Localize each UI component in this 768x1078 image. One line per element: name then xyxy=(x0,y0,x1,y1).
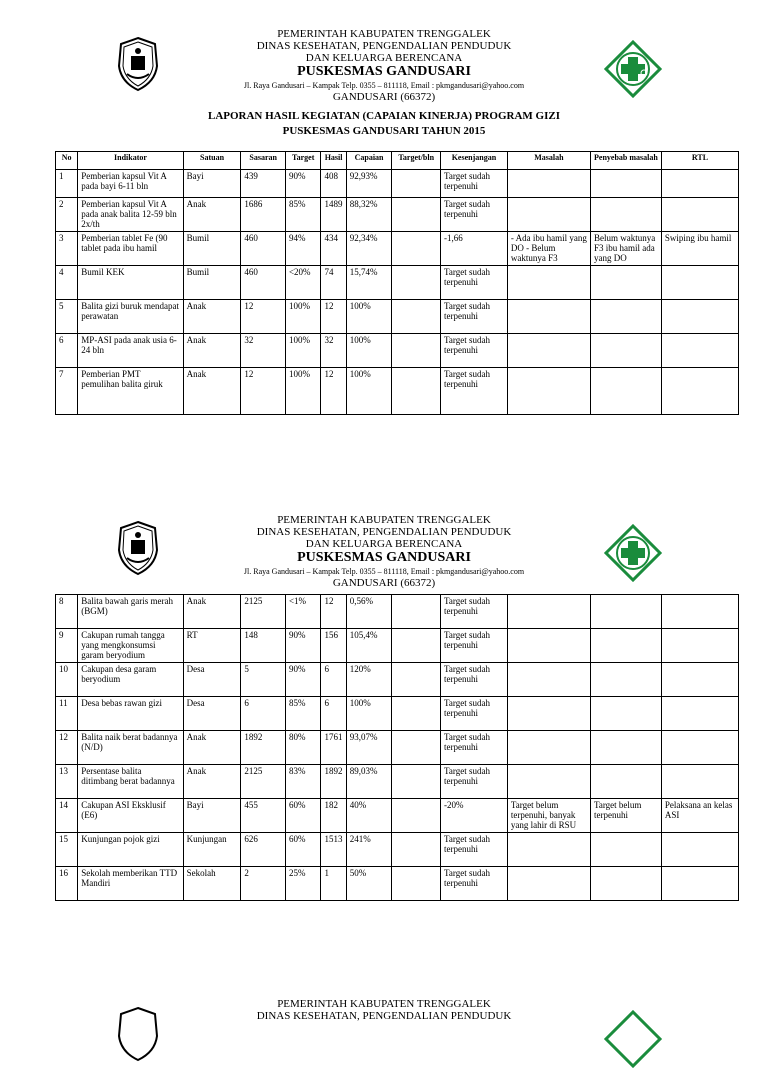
table-row xyxy=(56,629,739,663)
cell-penyebab: Belum waktunya F3 ibu hamil ada yang DO xyxy=(590,232,661,266)
cell-target-bln xyxy=(392,629,441,663)
cell-indikator: Sekolah memberikan TTD Mandiri xyxy=(78,867,183,901)
cell-satuan: Anak xyxy=(183,368,241,415)
cell-kesenjangan: -1,66 xyxy=(441,232,508,266)
cell-masalah xyxy=(507,300,590,334)
cell-hasil: 1 xyxy=(321,867,346,901)
cell-indikator: Balita gizi buruk mendapat perawatan xyxy=(78,300,183,334)
cell-target-bln xyxy=(392,300,441,334)
cell-rtl xyxy=(661,765,738,799)
cell-satuan: Kunjungan xyxy=(183,833,241,867)
cell-sasaran: 626 xyxy=(241,833,286,867)
cell-capaian: 100% xyxy=(346,300,392,334)
table-row xyxy=(56,867,739,901)
cell-penyebab xyxy=(590,300,661,334)
cell-no: 15 xyxy=(56,833,78,867)
cell-rtl xyxy=(661,198,738,232)
cell-capaian: 40% xyxy=(346,799,392,833)
cell-kesenjangan: Target sudah terpenuhi xyxy=(441,765,508,799)
cell-sasaran: 2125 xyxy=(241,765,286,799)
cell-capaian: 100% xyxy=(346,368,392,415)
cell-satuan: Desa xyxy=(183,697,241,731)
cell-sasaran: 1892 xyxy=(241,731,286,765)
cell-rtl xyxy=(661,595,738,629)
cell-target: 60% xyxy=(285,799,320,833)
cell-target-bln xyxy=(392,334,441,368)
cell-kesenjangan: Target sudah terpenuhi xyxy=(441,198,508,232)
header-dept2: DAN KELUARGA BERENCANA xyxy=(305,52,463,64)
column-header: Indikator xyxy=(78,152,183,170)
header-gov: PEMERINTAH KABUPATEN TRENGGALEK xyxy=(277,998,491,1010)
cell-masalah: - Ada ibu hamil yang DO - Belum waktunya F3 xyxy=(507,232,590,266)
cell-hasil: 12 xyxy=(321,300,346,334)
table-row xyxy=(56,697,739,731)
cell-hasil: 74 xyxy=(321,266,346,300)
cell-satuan: Bumil xyxy=(183,232,241,266)
cell-hasil: 12 xyxy=(321,368,346,415)
header-dept2: DAN KELUARGA BERENCANA xyxy=(305,538,463,550)
cell-indikator: Pemberian tablet Fe (90 tablet pada ibu hamil xyxy=(78,232,183,266)
cell-target-bln xyxy=(392,731,441,765)
cell-no: 6 xyxy=(56,334,78,368)
cell-indikator: Pemberian PMT pemulihan balita giruk xyxy=(78,368,183,415)
cell-indikator: Cakupan desa garam beryodium xyxy=(78,663,183,697)
report-title: LAPORAN HASIL KEGIATAN (CAPAIAN KINERJA) PROGRAM GIZI xyxy=(207,110,561,122)
cell-satuan: Anak xyxy=(183,198,241,232)
cell-no: 4 xyxy=(56,266,78,300)
cell-masalah xyxy=(507,595,590,629)
column-header: Penyebab masalah xyxy=(590,152,661,170)
puskesmas-logo-icon xyxy=(604,524,662,582)
table-row xyxy=(56,300,739,334)
cell-rtl: Swiping ibu hamil xyxy=(661,232,738,266)
cell-rtl xyxy=(661,833,738,867)
cell-rtl xyxy=(661,334,738,368)
column-header: Target xyxy=(285,152,320,170)
cell-masalah xyxy=(507,833,590,867)
letterhead xyxy=(0,998,768,1078)
cell-capaian: 0,56% xyxy=(346,595,392,629)
cell-masalah xyxy=(507,663,590,697)
cell-kesenjangan: Target sudah terpenuhi xyxy=(441,663,508,697)
column-header: No xyxy=(56,152,78,170)
cell-target: 100% xyxy=(285,300,320,334)
cell-satuan: Anak xyxy=(183,731,241,765)
cell-sasaran: 148 xyxy=(241,629,286,663)
cell-capaian: 105,4% xyxy=(346,629,392,663)
header-address: Jl. Raya Gandusari – Kampak Telp. 0355 – 811118, Email : pkmgandusari@yahoo.com xyxy=(243,567,525,576)
cell-indikator: Desa bebas rawan gizi xyxy=(78,697,183,731)
puskesmas-logo-icon xyxy=(604,40,662,98)
cell-capaian: 100% xyxy=(346,334,392,368)
cell-no: 16 xyxy=(56,867,78,901)
cell-no: 12 xyxy=(56,731,78,765)
cell-target: 60% xyxy=(285,833,320,867)
cell-capaian: 241% xyxy=(346,833,392,867)
page-2 xyxy=(0,514,768,888)
cell-masalah xyxy=(507,334,590,368)
header-gov: PEMERINTAH KABUPATEN TRENGGALEK xyxy=(277,28,491,40)
cell-penyebab xyxy=(590,266,661,300)
letterhead xyxy=(0,28,768,108)
page-3 xyxy=(0,998,768,1078)
cell-no: 7 xyxy=(56,368,78,415)
cell-target: 90% xyxy=(285,170,320,198)
cell-sasaran: 32 xyxy=(241,334,286,368)
header-name: PUSKESMAS GANDUSARI xyxy=(297,550,471,565)
cell-kesenjangan: Target sudah terpenuhi xyxy=(441,697,508,731)
cell-rtl xyxy=(661,867,738,901)
cell-indikator: Balita bawah garis merah (BGM) xyxy=(78,595,183,629)
cell-indikator: Balita naik berat badannya (N/D) xyxy=(78,731,183,765)
cell-penyebab xyxy=(590,867,661,901)
cell-no: 9 xyxy=(56,629,78,663)
cell-no: 5 xyxy=(56,300,78,334)
cell-indikator: Kunjungan pojok gizi xyxy=(78,833,183,867)
cell-satuan: Anak xyxy=(183,765,241,799)
cell-no: 10 xyxy=(56,663,78,697)
cell-hasil: 434 xyxy=(321,232,346,266)
header-dept: DINAS KESEHATAN, PENGENDALIAN PENDUDUK xyxy=(256,526,512,538)
header-name: PUSKESMAS GANDUSARI xyxy=(297,64,471,79)
cell-penyebab xyxy=(590,170,661,198)
cell-penyebab: Target belum terpenuhi xyxy=(590,799,661,833)
table-row xyxy=(56,266,739,300)
table-row xyxy=(56,368,739,415)
cell-target: 25% xyxy=(285,867,320,901)
cell-target: 100% xyxy=(285,368,320,415)
cell-penyebab xyxy=(590,833,661,867)
cell-masalah xyxy=(507,629,590,663)
cell-satuan: Bumil xyxy=(183,266,241,300)
cell-kesenjangan: Target sudah terpenuhi xyxy=(441,833,508,867)
cell-no: 8 xyxy=(56,595,78,629)
cell-hasil: 182 xyxy=(321,799,346,833)
cell-rtl xyxy=(661,697,738,731)
cell-target-bln xyxy=(392,867,441,901)
cell-target: 80% xyxy=(285,731,320,765)
column-header: Capaian xyxy=(346,152,392,170)
cell-capaian: 50% xyxy=(346,867,392,901)
cell-hasil: 1489 xyxy=(321,198,346,232)
column-header: Kesenjangan xyxy=(441,152,508,170)
cell-satuan: Desa xyxy=(183,663,241,697)
header-dept: DINAS KESEHATAN, PENGENDALIAN PENDUDUK xyxy=(256,40,512,52)
cell-sasaran: 460 xyxy=(241,266,286,300)
cell-penyebab xyxy=(590,731,661,765)
cell-capaian: 100% xyxy=(346,697,392,731)
cell-target-bln xyxy=(392,198,441,232)
cell-kesenjangan: Target sudah terpenuhi xyxy=(441,731,508,765)
cell-hasil: 408 xyxy=(321,170,346,198)
header-dept: DINAS KESEHATAN, PENGENDALIAN PENDUDUK xyxy=(256,1010,512,1022)
table-row xyxy=(56,334,739,368)
cell-rtl: Pelaksana an kelas ASI xyxy=(661,799,738,833)
cell-capaian: 88,32% xyxy=(346,198,392,232)
cell-indikator: MP-ASI pada anak usia 6-24 bln xyxy=(78,334,183,368)
cell-masalah xyxy=(507,170,590,198)
cell-masalah xyxy=(507,198,590,232)
cell-target: 94% xyxy=(285,232,320,266)
cell-hasil: 156 xyxy=(321,629,346,663)
cell-target: 85% xyxy=(285,198,320,232)
header-city: GANDUSARI (66372) xyxy=(332,577,436,589)
letterhead xyxy=(0,514,768,594)
cell-masalah xyxy=(507,765,590,799)
cell-capaian: 93,07% xyxy=(346,731,392,765)
cell-masalah: Target belum terpenuhi, banyak yang lahir di RSU xyxy=(507,799,590,833)
cell-sasaran: 1686 xyxy=(241,198,286,232)
cell-penyebab xyxy=(590,697,661,731)
cell-satuan: RT xyxy=(183,629,241,663)
cell-penyebab xyxy=(590,595,661,629)
cell-target: 85% xyxy=(285,697,320,731)
table-header-row xyxy=(56,152,739,170)
cell-target: <1% xyxy=(285,595,320,629)
cell-rtl xyxy=(661,170,738,198)
cell-target: 90% xyxy=(285,629,320,663)
column-header: Masalah xyxy=(507,152,590,170)
cell-target-bln xyxy=(392,765,441,799)
puskesmas-logo-icon xyxy=(604,1010,662,1068)
cell-indikator: Pemberian kapsul Vit A pada anak balita 12-59 bln 2x/th xyxy=(78,198,183,232)
table-row xyxy=(56,170,739,198)
cell-no: 11 xyxy=(56,697,78,731)
cell-masalah xyxy=(507,731,590,765)
cell-target: 100% xyxy=(285,334,320,368)
table-row xyxy=(56,198,739,232)
cell-kesenjangan: Target sudah terpenuhi xyxy=(441,170,508,198)
cell-satuan: Bayi xyxy=(183,799,241,833)
cell-satuan: Anak xyxy=(183,334,241,368)
cell-rtl xyxy=(661,368,738,415)
cell-target-bln xyxy=(392,595,441,629)
cell-no: 13 xyxy=(56,765,78,799)
cell-penyebab xyxy=(590,198,661,232)
report-subtitle: PUSKESMAS GANDUSARI TAHUN 2015 xyxy=(282,125,486,137)
cell-sasaran: 455 xyxy=(241,799,286,833)
column-header: Target/bln xyxy=(392,152,441,170)
cell-kesenjangan: Target sudah terpenuhi xyxy=(441,334,508,368)
cell-target-bln xyxy=(392,232,441,266)
cell-hasil: 6 xyxy=(321,697,346,731)
cell-no: 2 xyxy=(56,198,78,232)
table-row xyxy=(56,731,739,765)
cell-satuan: Bayi xyxy=(183,170,241,198)
cell-satuan: Anak xyxy=(183,595,241,629)
cell-kesenjangan: Target sudah terpenuhi xyxy=(441,629,508,663)
regency-emblem-icon xyxy=(115,520,161,576)
cell-kesenjangan: -20% xyxy=(441,799,508,833)
cell-kesenjangan: Target sudah terpenuhi xyxy=(441,595,508,629)
cell-target-bln xyxy=(392,697,441,731)
column-header: RTL xyxy=(661,152,738,170)
cell-hasil: 1761 xyxy=(321,731,346,765)
cell-target-bln xyxy=(392,170,441,198)
cell-indikator: Pemberian kapsul Vit A pada bayi 6-11 bln xyxy=(78,170,183,198)
cell-indikator: Cakupan ASI Eksklusif (E6) xyxy=(78,799,183,833)
cell-kesenjangan: Target sudah terpenuhi xyxy=(441,300,508,334)
cell-capaian: 92,34% xyxy=(346,232,392,266)
cell-sasaran: 2 xyxy=(241,867,286,901)
cell-penyebab xyxy=(590,663,661,697)
table-row xyxy=(56,663,739,697)
regency-emblem-icon xyxy=(115,36,161,92)
cell-capaian: 92,93% xyxy=(346,170,392,198)
cell-sasaran: 12 xyxy=(241,368,286,415)
table-row xyxy=(56,232,739,266)
cell-no: 14 xyxy=(56,799,78,833)
cell-sasaran: 6 xyxy=(241,697,286,731)
cell-penyebab xyxy=(590,629,661,663)
header-address: Jl. Raya Gandusari – Kampak Telp. 0355 – 811118, Email : pkmgandusari@yahoo.com xyxy=(243,81,525,90)
cell-capaian: 89,03% xyxy=(346,765,392,799)
cell-masalah xyxy=(507,368,590,415)
cell-penyebab xyxy=(590,334,661,368)
cell-rtl xyxy=(661,266,738,300)
cell-target: 90% xyxy=(285,663,320,697)
table-row xyxy=(56,765,739,799)
cell-target-bln xyxy=(392,266,441,300)
cell-satuan: Anak xyxy=(183,300,241,334)
cell-masalah xyxy=(507,697,590,731)
column-header: Satuan xyxy=(183,152,241,170)
regency-emblem-icon xyxy=(115,1006,161,1062)
table-row xyxy=(56,799,739,833)
cell-no: 3 xyxy=(56,232,78,266)
cell-target-bln xyxy=(392,663,441,697)
cell-hasil: 6 xyxy=(321,663,346,697)
report-table-1 xyxy=(55,151,739,415)
header-city: GANDUSARI (66372) xyxy=(332,91,436,103)
cell-sasaran: 12 xyxy=(241,300,286,334)
table-row xyxy=(56,595,739,629)
cell-indikator: Persentase balita ditimbang berat badannya xyxy=(78,765,183,799)
cell-rtl xyxy=(661,629,738,663)
cell-rtl xyxy=(661,731,738,765)
cell-sasaran: 5 xyxy=(241,663,286,697)
report-table-2 xyxy=(55,594,739,901)
page-1 xyxy=(0,28,768,389)
cell-satuan: Sekolah xyxy=(183,867,241,901)
column-header: Sasaran xyxy=(241,152,286,170)
cell-hasil: 32 xyxy=(321,334,346,368)
cell-masalah xyxy=(507,867,590,901)
column-header: Hasil xyxy=(321,152,346,170)
cell-sasaran: 460 xyxy=(241,232,286,266)
cell-masalah xyxy=(507,266,590,300)
cell-kesenjangan: Target sudah terpenuhi xyxy=(441,266,508,300)
cell-kesenjangan: Target sudah terpenuhi xyxy=(441,867,508,901)
table-row xyxy=(56,833,739,867)
cell-target-bln xyxy=(392,368,441,415)
cell-penyebab xyxy=(590,765,661,799)
cell-indikator: Cakupan rumah tangga yang mengkonsumsi garam beryodium xyxy=(78,629,183,663)
cell-target: <20% xyxy=(285,266,320,300)
cell-hasil: 1892 xyxy=(321,765,346,799)
cell-kesenjangan: Target sudah terpenuhi xyxy=(441,368,508,415)
cell-sasaran: 2125 xyxy=(241,595,286,629)
cell-capaian: 15,74% xyxy=(346,266,392,300)
cell-target: 83% xyxy=(285,765,320,799)
cell-no: 1 xyxy=(56,170,78,198)
cell-sasaran: 439 xyxy=(241,170,286,198)
cell-hasil: 1513 xyxy=(321,833,346,867)
cell-indikator: Bumil KEK xyxy=(78,266,183,300)
cell-target-bln xyxy=(392,799,441,833)
cell-rtl xyxy=(661,663,738,697)
cell-rtl xyxy=(661,300,738,334)
cell-target-bln xyxy=(392,833,441,867)
header-gov: PEMERINTAH KABUPATEN TRENGGALEK xyxy=(277,514,491,526)
cell-hasil: 12 xyxy=(321,595,346,629)
cell-penyebab xyxy=(590,368,661,415)
cell-capaian: 120% xyxy=(346,663,392,697)
